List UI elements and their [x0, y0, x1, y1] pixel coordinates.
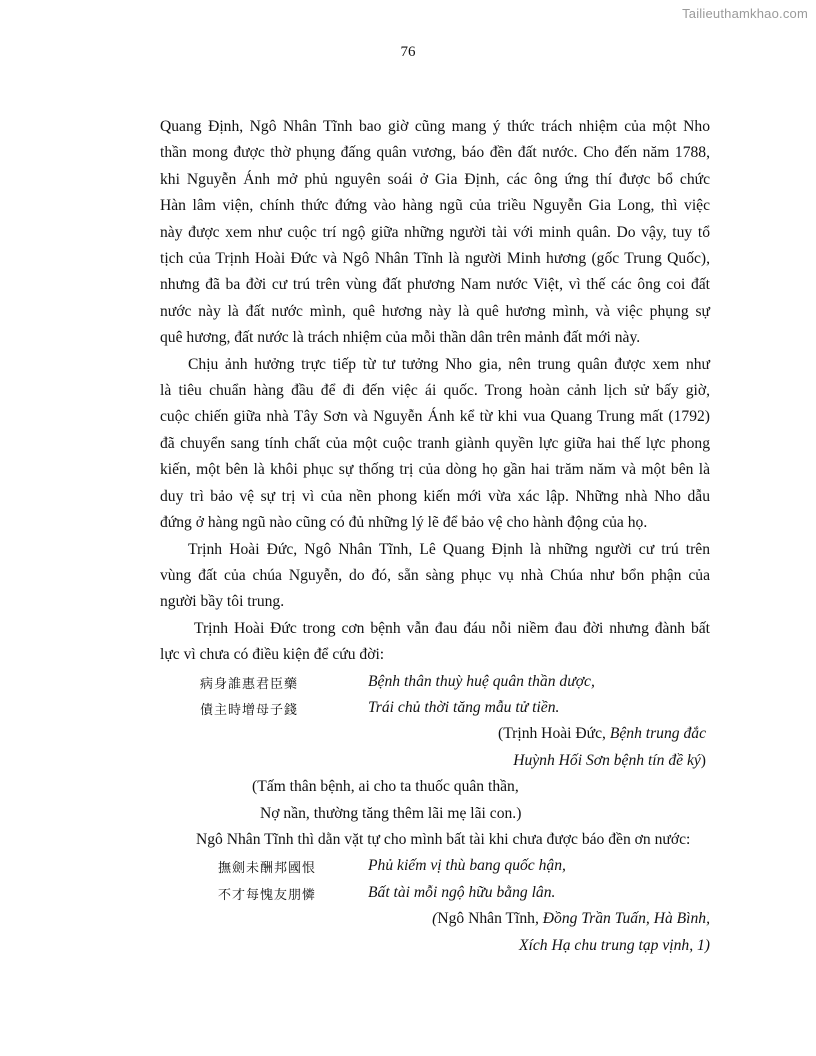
text-line: khi Nguyễn Ánh mở phủ nguyên soái ở Gia Định, các ông ứng thí được bổ chức — [160, 170, 710, 188]
citation-title: Huỳnh Hối Sơn bệnh tín đề ký — [513, 751, 701, 769]
citation-line — [160, 748, 706, 774]
paragraph-5: Ngô Nhân Tĩnh thì dằn vặt tự cho mình bất tài khi chưa được báo đền ơn nước: — [196, 830, 691, 848]
citation-title: Xích Hạ chu trung tạp vịnh, 1) — [519, 936, 710, 954]
text-line: kiến, một bên là khôi phục sự thống trị của dòng họ gần hai trăm năm và một bên là — [160, 461, 710, 479]
text-line: Quang Định, Ngô Nhân Tĩnh bao giờ cũng mang ý thức trách nhiệm của một Nho — [160, 118, 710, 135]
citation-author: Ngô Nhân Tĩnh — [437, 910, 535, 928]
translation-line: Nợ nần, thường tăng thêm lãi mẹ lãi con.) — [260, 804, 522, 822]
text-line: là tiêu chuẩn hàng đầu để đi đến việc ái quốc. Trong hoàn cảnh lịch sử bấy giờ, — [160, 382, 710, 400]
han-verse: 病身誰惠君臣藥 — [200, 676, 299, 692]
paragraph-4 — [160, 616, 710, 669]
han-verse: 不才每愧友朋憐 — [218, 887, 317, 903]
text-line: thần mong được thờ phụng đấng quân vương, báo đền đất nước. Cho đến năm 1788, — [160, 144, 710, 162]
viet-verse: Bất tài mỗi ngộ hữu bằng lân. — [368, 883, 556, 901]
viet-verse: Trái chủ thời tăng mẫu tử tiền. — [368, 698, 560, 716]
text-line: này được xem như cuộc trí ngộ giữa những người tài với minh quân. Do vậy, tuy tổ — [160, 223, 710, 241]
text-line: quê hương, đất nước là trách nhiệm của mỗi thần dân trên mảnh đất mới này. — [160, 329, 641, 347]
text-line: Hàn lâm viện, chính thức đứng vào hàng ngũ của triều Nguyễn Gia Long, thì việc — [160, 197, 710, 215]
text-line: Trịnh Hoài Đức trong cơn bệnh vẫn đau đáu nỗi niềm đau đời nhưng đành bất — [194, 619, 710, 637]
text-line: cuộc chiến giữa nhà Tây Sơn và Nguyễn Ánh kể từ khi vua Quang Trung mất (1792) — [160, 408, 710, 426]
paragraph-2 — [160, 352, 710, 537]
poem-line — [160, 695, 710, 721]
poem-line — [160, 853, 710, 879]
text-line: Chịu ảnh hưởng trực tiếp từ tư tưởng Nho gia, nên trung quân được xem như — [188, 355, 710, 373]
paragraph-3 — [160, 537, 710, 616]
paragraph-1 — [160, 114, 710, 352]
citation-2 — [160, 906, 710, 959]
text-line: nhưng đã ba đời cư trú trên vùng đất phương Nam nước Việt, vì thế các ông coi đất — [160, 276, 710, 294]
citation-line — [160, 933, 710, 959]
text-line: Trịnh Hoài Đức, Ngô Nhân Tĩnh, Lê Quang Định là những người cư trú trên — [188, 540, 710, 558]
text-line: vùng đất của chúa Nguyễn, do đó, sẵn sàng phục vụ nhà Chúa như bổn phận của — [160, 566, 710, 584]
translation-line: (Tấm thân bệnh, ai cho ta thuốc quân thần, — [252, 778, 519, 796]
text-line: duy trì bảo vệ sự trị vì của nền phong kiến mới vừa xác lập. Những nhà Nho dẫu — [160, 487, 710, 505]
text-line: đứng ở hàng ngũ nào cũng có đủ những lý lẽ để bảo vệ cho hành động của họ. — [160, 514, 648, 532]
text-line: người bầy tôi trung. — [160, 593, 285, 611]
translation-1 — [160, 774, 710, 827]
text-line: nước này là đất nước mình, quê hương này là quê hương mình, và việc phụng sự — [160, 302, 710, 320]
viet-verse: Bệnh thân thuỳ huệ quân thần dược, — [368, 672, 595, 690]
citation-close: ) — [700, 751, 706, 769]
citation-author: (Trịnh Hoài Đức, — [498, 725, 610, 743]
citation-title: , Đồng Trần Tuấn, Hà Bình, — [534, 910, 710, 928]
citation-open: ( — [432, 910, 438, 928]
text-line: đã chuyển sang tính chất của một cuộc tranh giành quyền lực giữa hai thế lực phong — [160, 434, 710, 452]
text-line: lực vì chưa có điều kiện để cứu đời: — [160, 646, 385, 664]
text-line: tịch của Trịnh Hoài Đức và Ngô Nhân Tĩnh là người Minh hương (gốc Trung Quốc), — [160, 250, 710, 268]
watermark: Tailieuthamkhao.com — [682, 6, 808, 21]
page-number: 76 — [400, 44, 416, 60]
poem-line — [160, 669, 710, 695]
viet-verse: Phủ kiếm vị thù bang quốc hận, — [368, 857, 566, 875]
citation-line — [160, 906, 710, 932]
citation-title: Bệnh trung đắc — [609, 725, 706, 743]
citation-line — [160, 721, 706, 747]
citation-1 — [160, 721, 710, 774]
han-verse: 債主時增母子錢 — [200, 702, 299, 718]
poem-line — [160, 880, 710, 906]
han-verse: 撫劍未酬邦國恨 — [218, 861, 317, 877]
page-body — [160, 114, 710, 959]
